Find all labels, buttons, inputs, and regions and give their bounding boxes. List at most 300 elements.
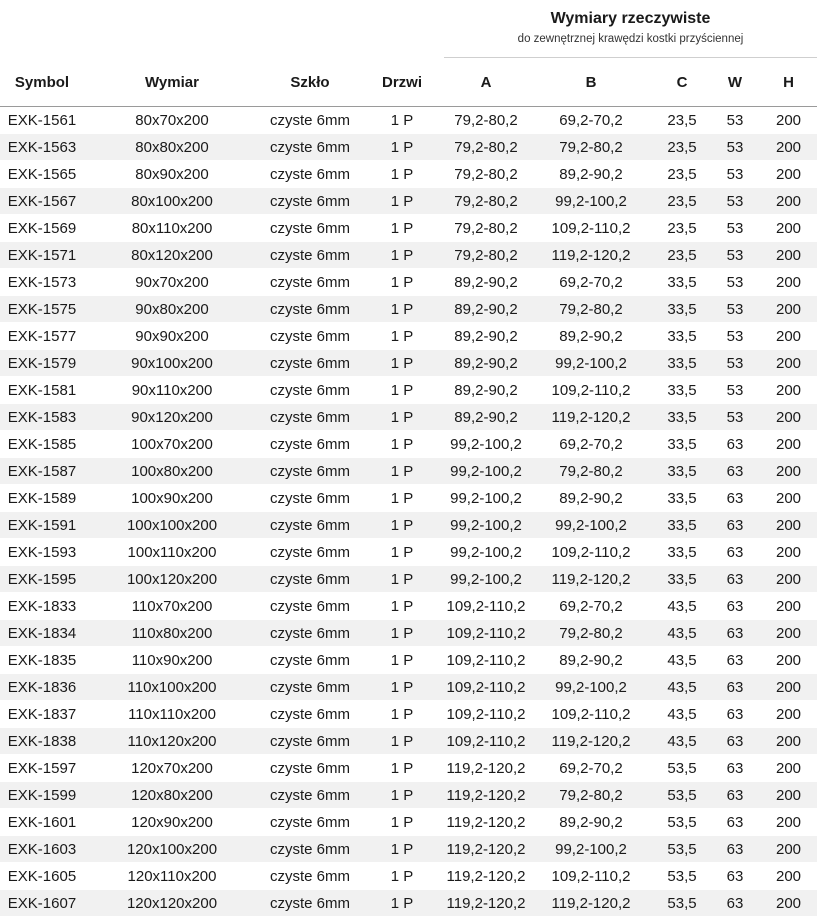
cell-w: 63 (710, 809, 760, 836)
table-row (0, 377, 817, 404)
cell-dimension: 80x110x200 (84, 215, 260, 242)
cell-a: 119,2-120,2 (444, 809, 528, 836)
cell-a: 99,2-100,2 (444, 512, 528, 539)
cell-door: 1 P (360, 836, 444, 863)
table-row (0, 350, 817, 377)
cell-symbol: EXK-1607 (0, 890, 84, 917)
cell-a: 109,2-110,2 (444, 728, 528, 755)
cell-dimension: 90x80x200 (84, 296, 260, 323)
cell-h: 200 (760, 431, 817, 458)
cell-b: 89,2-90,2 (528, 161, 654, 188)
table-row (0, 836, 817, 863)
cell-glass: czyste 6mm (260, 296, 360, 323)
cell-w: 63 (710, 458, 760, 485)
table-row (0, 890, 817, 917)
cell-glass: czyste 6mm (260, 593, 360, 620)
table-row (0, 755, 817, 782)
cell-w: 63 (710, 701, 760, 728)
cell-dimension: 80x80x200 (84, 134, 260, 161)
cell-glass: czyste 6mm (260, 458, 360, 485)
cell-b: 99,2-100,2 (528, 188, 654, 215)
cell-glass: czyste 6mm (260, 755, 360, 782)
cell-glass: czyste 6mm (260, 539, 360, 566)
cell-door: 1 P (360, 647, 444, 674)
cell-symbol: EXK-1565 (0, 161, 84, 188)
table-row (0, 269, 817, 296)
cell-symbol: EXK-1605 (0, 863, 84, 890)
cell-door: 1 P (360, 161, 444, 188)
cell-h: 200 (760, 539, 817, 566)
cell-dimension: 110x120x200 (84, 728, 260, 755)
cell-symbol: EXK-1589 (0, 485, 84, 512)
cell-glass: czyste 6mm (260, 701, 360, 728)
cell-a: 79,2-80,2 (444, 215, 528, 242)
cell-door: 1 P (360, 566, 444, 593)
cell-c: 33,5 (654, 485, 710, 512)
cell-b: 79,2-80,2 (528, 296, 654, 323)
cell-w: 53 (710, 188, 760, 215)
cell-a: 109,2-110,2 (444, 701, 528, 728)
cell-h: 200 (760, 134, 817, 161)
cell-b: 109,2-110,2 (528, 215, 654, 242)
cell-glass: czyste 6mm (260, 134, 360, 161)
cell-h: 200 (760, 296, 817, 323)
cell-a: 89,2-90,2 (444, 269, 528, 296)
table-row (0, 566, 817, 593)
cell-dimension: 90x110x200 (84, 377, 260, 404)
table-body (0, 107, 817, 917)
actual-dimensions-header (444, 0, 817, 58)
cell-w: 63 (710, 836, 760, 863)
cell-door: 1 P (360, 458, 444, 485)
cell-symbol: EXK-1583 (0, 404, 84, 431)
cell-glass: czyste 6mm (260, 566, 360, 593)
cell-h: 200 (760, 107, 817, 134)
cell-glass: czyste 6mm (260, 350, 360, 377)
cell-door: 1 P (360, 323, 444, 350)
cell-b: 89,2-90,2 (528, 485, 654, 512)
table-row (0, 863, 817, 890)
table-row (0, 620, 817, 647)
cell-b: 109,2-110,2 (528, 377, 654, 404)
table-row (0, 188, 817, 215)
table-row (0, 512, 817, 539)
cell-a: 119,2-120,2 (444, 755, 528, 782)
cell-glass: czyste 6mm (260, 512, 360, 539)
cell-dimension: 110x100x200 (84, 674, 260, 701)
cell-b: 79,2-80,2 (528, 134, 654, 161)
cell-a: 79,2-80,2 (444, 161, 528, 188)
cell-b: 119,2-120,2 (528, 890, 654, 917)
cell-c: 33,5 (654, 404, 710, 431)
cell-h: 200 (760, 809, 817, 836)
cell-dimension: 110x90x200 (84, 647, 260, 674)
cell-symbol: EXK-1603 (0, 836, 84, 863)
cell-dimension: 80x120x200 (84, 242, 260, 269)
cell-w: 53 (710, 323, 760, 350)
cell-c: 53,5 (654, 890, 710, 917)
cell-door: 1 P (360, 755, 444, 782)
cell-b: 89,2-90,2 (528, 647, 654, 674)
cell-door: 1 P (360, 809, 444, 836)
cell-b: 109,2-110,2 (528, 863, 654, 890)
table-row (0, 296, 817, 323)
cell-symbol: EXK-1833 (0, 593, 84, 620)
cell-symbol: EXK-1585 (0, 431, 84, 458)
cell-h: 200 (760, 377, 817, 404)
cell-a: 79,2-80,2 (444, 188, 528, 215)
cell-door: 1 P (360, 620, 444, 647)
cell-c: 43,5 (654, 593, 710, 620)
cell-b: 99,2-100,2 (528, 836, 654, 863)
cell-w: 63 (710, 728, 760, 755)
cell-c: 43,5 (654, 647, 710, 674)
cell-h: 200 (760, 188, 817, 215)
col-header-h: H (760, 58, 817, 107)
cell-h: 200 (760, 836, 817, 863)
cell-h: 200 (760, 242, 817, 269)
cell-symbol: EXK-1577 (0, 323, 84, 350)
cell-dimension: 90x90x200 (84, 323, 260, 350)
cell-glass: czyste 6mm (260, 728, 360, 755)
cell-glass: czyste 6mm (260, 188, 360, 215)
cell-h: 200 (760, 647, 817, 674)
cell-dimension: 110x80x200 (84, 620, 260, 647)
table-row (0, 242, 817, 269)
cell-door: 1 P (360, 539, 444, 566)
cell-b: 109,2-110,2 (528, 701, 654, 728)
cell-w: 63 (710, 890, 760, 917)
cell-b: 89,2-90,2 (528, 809, 654, 836)
cell-h: 200 (760, 782, 817, 809)
cell-b: 119,2-120,2 (528, 566, 654, 593)
cell-c: 23,5 (654, 242, 710, 269)
cell-c: 43,5 (654, 674, 710, 701)
cell-h: 200 (760, 755, 817, 782)
cell-h: 200 (760, 323, 817, 350)
cell-door: 1 P (360, 107, 444, 134)
cell-glass: czyste 6mm (260, 836, 360, 863)
cell-c: 23,5 (654, 188, 710, 215)
header-row (0, 58, 817, 107)
cell-a: 109,2-110,2 (444, 674, 528, 701)
cell-dimension: 100x90x200 (84, 485, 260, 512)
cell-c: 33,5 (654, 350, 710, 377)
cell-w: 63 (710, 539, 760, 566)
cell-a: 119,2-120,2 (444, 836, 528, 863)
cell-symbol: EXK-1569 (0, 215, 84, 242)
cell-h: 200 (760, 161, 817, 188)
cell-a: 99,2-100,2 (444, 539, 528, 566)
cell-w: 63 (710, 512, 760, 539)
cell-a: 119,2-120,2 (444, 890, 528, 917)
cell-door: 1 P (360, 890, 444, 917)
cell-door: 1 P (360, 863, 444, 890)
table-row (0, 215, 817, 242)
cell-door: 1 P (360, 269, 444, 296)
cell-w: 63 (710, 674, 760, 701)
cell-h: 200 (760, 350, 817, 377)
cell-a: 109,2-110,2 (444, 647, 528, 674)
col-header-w: W (710, 58, 760, 107)
cell-symbol: EXK-1837 (0, 701, 84, 728)
cell-c: 23,5 (654, 215, 710, 242)
cell-b: 69,2-70,2 (528, 431, 654, 458)
cell-h: 200 (760, 701, 817, 728)
cell-symbol: EXK-1563 (0, 134, 84, 161)
col-header-dimension: Wymiar (84, 58, 260, 107)
table-row (0, 647, 817, 674)
cell-b: 119,2-120,2 (528, 242, 654, 269)
cell-symbol: EXK-1601 (0, 809, 84, 836)
cell-glass: czyste 6mm (260, 377, 360, 404)
cell-c: 33,5 (654, 431, 710, 458)
table-row (0, 728, 817, 755)
cell-door: 1 P (360, 512, 444, 539)
cell-symbol: EXK-1597 (0, 755, 84, 782)
cell-b: 99,2-100,2 (528, 674, 654, 701)
cell-c: 33,5 (654, 512, 710, 539)
cell-w: 53 (710, 242, 760, 269)
cell-symbol: EXK-1835 (0, 647, 84, 674)
cell-h: 200 (760, 404, 817, 431)
cell-symbol: EXK-1571 (0, 242, 84, 269)
cell-glass: czyste 6mm (260, 620, 360, 647)
cell-door: 1 P (360, 134, 444, 161)
cell-door: 1 P (360, 782, 444, 809)
group-subtitle: do zewnętrznej krawędzi kostki przyściennej (517, 33, 744, 45)
cell-dimension: 120x110x200 (84, 863, 260, 890)
col-header-a: A (444, 58, 528, 107)
table-row (0, 458, 817, 485)
cell-dimension: 100x110x200 (84, 539, 260, 566)
cell-glass: czyste 6mm (260, 782, 360, 809)
cell-dimension: 120x70x200 (84, 755, 260, 782)
cell-h: 200 (760, 593, 817, 620)
cell-glass: czyste 6mm (260, 242, 360, 269)
cell-door: 1 P (360, 674, 444, 701)
cell-door: 1 P (360, 701, 444, 728)
cell-c: 43,5 (654, 701, 710, 728)
cell-dimension: 80x90x200 (84, 161, 260, 188)
table-row (0, 485, 817, 512)
cell-dimension: 100x120x200 (84, 566, 260, 593)
cell-c: 33,5 (654, 323, 710, 350)
cell-glass: czyste 6mm (260, 431, 360, 458)
cell-dimension: 120x120x200 (84, 890, 260, 917)
cell-dimension: 90x120x200 (84, 404, 260, 431)
cell-symbol: EXK-1591 (0, 512, 84, 539)
cell-symbol: EXK-1836 (0, 674, 84, 701)
table-row (0, 782, 817, 809)
cell-b: 69,2-70,2 (528, 107, 654, 134)
cell-w: 63 (710, 593, 760, 620)
cell-b: 79,2-80,2 (528, 782, 654, 809)
cell-dimension: 100x100x200 (84, 512, 260, 539)
col-header-door: Drzwi (360, 58, 444, 107)
cell-c: 53,5 (654, 863, 710, 890)
group-title: Wymiary rzeczywiste (550, 10, 711, 27)
cell-b: 119,2-120,2 (528, 728, 654, 755)
cell-a: 79,2-80,2 (444, 107, 528, 134)
cell-glass: czyste 6mm (260, 809, 360, 836)
cell-a: 89,2-90,2 (444, 377, 528, 404)
cell-glass: czyste 6mm (260, 161, 360, 188)
cell-w: 53 (710, 134, 760, 161)
cell-symbol: EXK-1595 (0, 566, 84, 593)
cell-door: 1 P (360, 296, 444, 323)
table-row (0, 323, 817, 350)
col-header-symbol: Symbol (0, 58, 84, 107)
cell-b: 69,2-70,2 (528, 269, 654, 296)
cell-dimension: 90x70x200 (84, 269, 260, 296)
cell-a: 89,2-90,2 (444, 350, 528, 377)
cell-door: 1 P (360, 404, 444, 431)
cell-w: 53 (710, 161, 760, 188)
cell-w: 63 (710, 755, 760, 782)
cell-w: 63 (710, 566, 760, 593)
cell-symbol: EXK-1561 (0, 107, 84, 134)
cell-c: 33,5 (654, 566, 710, 593)
cell-glass: czyste 6mm (260, 107, 360, 134)
table-row (0, 107, 817, 134)
cell-a: 99,2-100,2 (444, 566, 528, 593)
table-row (0, 593, 817, 620)
cell-b: 79,2-80,2 (528, 458, 654, 485)
cell-symbol: EXK-1581 (0, 377, 84, 404)
cell-w: 53 (710, 296, 760, 323)
cell-glass: czyste 6mm (260, 485, 360, 512)
table-row (0, 809, 817, 836)
cell-dimension: 120x100x200 (84, 836, 260, 863)
cell-glass: czyste 6mm (260, 863, 360, 890)
cell-h: 200 (760, 215, 817, 242)
cell-b: 119,2-120,2 (528, 404, 654, 431)
cell-dimension: 120x80x200 (84, 782, 260, 809)
cell-h: 200 (760, 890, 817, 917)
cell-dimension: 90x100x200 (84, 350, 260, 377)
cell-a: 89,2-90,2 (444, 404, 528, 431)
cell-a: 109,2-110,2 (444, 620, 528, 647)
cell-c: 23,5 (654, 161, 710, 188)
cell-door: 1 P (360, 431, 444, 458)
cell-h: 200 (760, 458, 817, 485)
cell-w: 53 (710, 350, 760, 377)
cell-door: 1 P (360, 593, 444, 620)
cell-c: 43,5 (654, 620, 710, 647)
cell-c: 33,5 (654, 296, 710, 323)
cell-w: 63 (710, 620, 760, 647)
cell-c: 33,5 (654, 458, 710, 485)
cell-glass: czyste 6mm (260, 215, 360, 242)
cell-h: 200 (760, 269, 817, 296)
table-row (0, 134, 817, 161)
cell-b: 79,2-80,2 (528, 620, 654, 647)
cell-glass: czyste 6mm (260, 323, 360, 350)
cell-b: 89,2-90,2 (528, 323, 654, 350)
cell-w: 53 (710, 107, 760, 134)
cell-dimension: 110x110x200 (84, 701, 260, 728)
cell-door: 1 P (360, 485, 444, 512)
cell-w: 53 (710, 269, 760, 296)
cell-h: 200 (760, 485, 817, 512)
cell-a: 99,2-100,2 (444, 431, 528, 458)
cell-symbol: EXK-1579 (0, 350, 84, 377)
cell-c: 33,5 (654, 539, 710, 566)
cell-w: 53 (710, 377, 760, 404)
cell-symbol: EXK-1573 (0, 269, 84, 296)
cell-c: 53,5 (654, 755, 710, 782)
cell-symbol: EXK-1838 (0, 728, 84, 755)
cell-dimension: 80x100x200 (84, 188, 260, 215)
table-row (0, 161, 817, 188)
cell-h: 200 (760, 863, 817, 890)
cell-w: 63 (710, 647, 760, 674)
cell-w: 53 (710, 215, 760, 242)
cell-b: 109,2-110,2 (528, 539, 654, 566)
cell-w: 63 (710, 782, 760, 809)
cell-h: 200 (760, 620, 817, 647)
cell-door: 1 P (360, 188, 444, 215)
cell-b: 69,2-70,2 (528, 755, 654, 782)
cell-door: 1 P (360, 242, 444, 269)
cell-dimension: 80x70x200 (84, 107, 260, 134)
table-row (0, 539, 817, 566)
cell-a: 99,2-100,2 (444, 458, 528, 485)
cell-dimension: 110x70x200 (84, 593, 260, 620)
cell-b: 99,2-100,2 (528, 512, 654, 539)
cell-a: 119,2-120,2 (444, 782, 528, 809)
cell-c: 53,5 (654, 836, 710, 863)
cell-w: 63 (710, 485, 760, 512)
cell-glass: czyste 6mm (260, 404, 360, 431)
cell-w: 63 (710, 863, 760, 890)
col-header-c: C (654, 58, 710, 107)
cell-dimension: 100x70x200 (84, 431, 260, 458)
cell-door: 1 P (360, 215, 444, 242)
cell-dimension: 100x80x200 (84, 458, 260, 485)
cell-a: 99,2-100,2 (444, 485, 528, 512)
cell-glass: czyste 6mm (260, 269, 360, 296)
cell-a: 119,2-120,2 (444, 863, 528, 890)
cell-c: 23,5 (654, 107, 710, 134)
cell-symbol: EXK-1587 (0, 458, 84, 485)
cell-symbol: EXK-1834 (0, 620, 84, 647)
cell-glass: czyste 6mm (260, 647, 360, 674)
cell-dimension: 120x90x200 (84, 809, 260, 836)
table-row (0, 404, 817, 431)
cell-glass: czyste 6mm (260, 674, 360, 701)
cell-door: 1 P (360, 377, 444, 404)
cell-symbol: EXK-1575 (0, 296, 84, 323)
cell-door: 1 P (360, 350, 444, 377)
table-row (0, 674, 817, 701)
cell-a: 109,2-110,2 (444, 593, 528, 620)
cell-symbol: EXK-1593 (0, 539, 84, 566)
cell-a: 79,2-80,2 (444, 242, 528, 269)
cell-c: 33,5 (654, 269, 710, 296)
cell-door: 1 P (360, 728, 444, 755)
cell-h: 200 (760, 728, 817, 755)
cell-c: 43,5 (654, 728, 710, 755)
cell-symbol: EXK-1567 (0, 188, 84, 215)
cell-symbol: EXK-1599 (0, 782, 84, 809)
col-header-glass: Szkło (260, 58, 360, 107)
cell-b: 99,2-100,2 (528, 350, 654, 377)
col-header-b: B (528, 58, 654, 107)
cell-w: 53 (710, 404, 760, 431)
cell-c: 23,5 (654, 134, 710, 161)
